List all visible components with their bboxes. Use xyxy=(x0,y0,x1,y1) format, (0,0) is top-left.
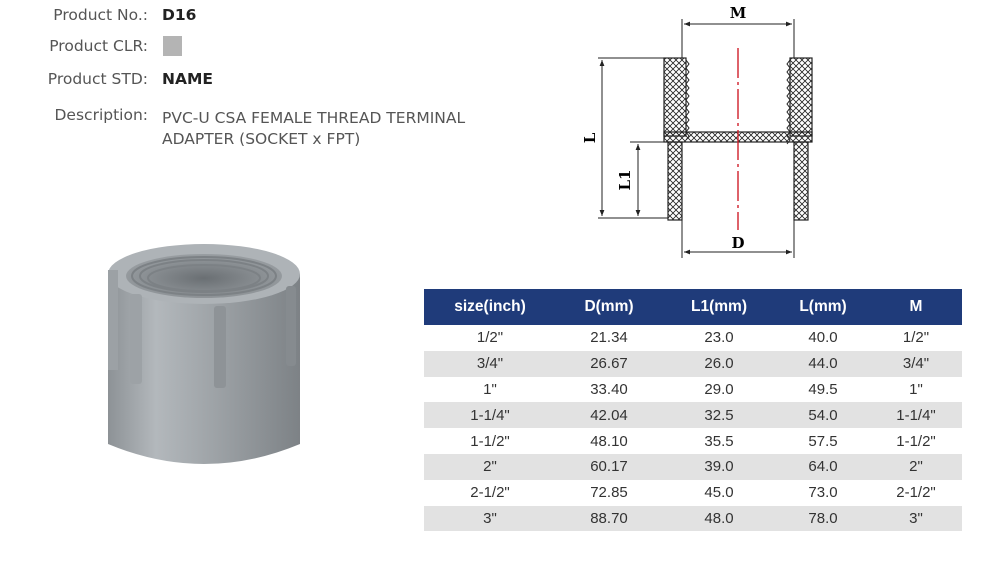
header-d: D(mm) xyxy=(556,289,662,325)
table-row xyxy=(424,506,962,532)
table-row xyxy=(424,325,962,351)
cell-d: 88.70 xyxy=(556,506,662,532)
cell-size: 1-1/2" xyxy=(424,428,556,454)
table-header-row xyxy=(424,289,962,325)
cell-size: 1-1/4" xyxy=(424,402,556,428)
wall-right-lower xyxy=(794,142,808,220)
product-std-value: NAME xyxy=(162,70,213,88)
cell-l1: 48.0 xyxy=(662,506,776,532)
cell-m: 1-1/2" xyxy=(870,428,962,454)
table-row xyxy=(424,377,962,403)
table-row xyxy=(424,428,962,454)
cell-size: 3/4" xyxy=(424,351,556,377)
cell-d: 21.34 xyxy=(556,325,662,351)
cell-m: 3" xyxy=(870,506,962,532)
wall-right-upper xyxy=(790,58,812,136)
cell-l1: 23.0 xyxy=(662,325,776,351)
description-label: Description: xyxy=(54,106,148,124)
header-m: M xyxy=(870,289,962,325)
cell-size: 2" xyxy=(424,454,556,480)
product-color-label: Product CLR: xyxy=(49,37,148,55)
cell-l: 78.0 xyxy=(776,506,870,532)
header-l: L(mm) xyxy=(776,289,870,325)
cell-d: 33.40 xyxy=(556,377,662,403)
cell-m: 1" xyxy=(870,377,962,403)
cell-l: 49.5 xyxy=(776,377,870,403)
cell-l1: 29.0 xyxy=(662,377,776,403)
cell-d: 48.10 xyxy=(556,428,662,454)
table-row xyxy=(424,402,962,428)
product-std-label: Product STD: xyxy=(47,70,148,88)
product-color-swatch xyxy=(163,36,182,56)
cell-size: 1/2" xyxy=(424,325,556,351)
header-size: size(inch) xyxy=(424,289,556,325)
cell-m: 1/2" xyxy=(870,325,962,351)
cell-l: 44.0 xyxy=(776,351,870,377)
cell-m: 2-1/2" xyxy=(870,480,962,506)
product-number-value: D16 xyxy=(162,6,197,24)
cell-l: 57.5 xyxy=(776,428,870,454)
cell-l: 54.0 xyxy=(776,402,870,428)
cell-size: 2-1/2" xyxy=(424,480,556,506)
cell-d: 60.17 xyxy=(556,454,662,480)
wall-left-upper xyxy=(664,58,686,136)
cell-l: 40.0 xyxy=(776,325,870,351)
cell-size: 1" xyxy=(424,377,556,403)
dim-label-m: M xyxy=(729,4,747,22)
cell-l1: 32.5 xyxy=(662,402,776,428)
cell-size: 3" xyxy=(424,506,556,532)
cell-d: 72.85 xyxy=(556,480,662,506)
dim-label-l1: L1 xyxy=(616,169,634,191)
table-row xyxy=(424,454,962,480)
cell-m: 2" xyxy=(870,454,962,480)
cell-d: 42.04 xyxy=(556,402,662,428)
cell-l1: 45.0 xyxy=(662,480,776,506)
product-image xyxy=(100,234,310,474)
cell-l1: 39.0 xyxy=(662,454,776,480)
cell-l1: 35.5 xyxy=(662,428,776,454)
description-text xyxy=(162,108,542,150)
cell-l: 73.0 xyxy=(776,480,870,506)
product-number-label: Product No.: xyxy=(53,6,148,24)
technical-drawing xyxy=(580,0,820,262)
dim-label-d: D xyxy=(731,234,745,252)
header-l1: L1(mm) xyxy=(662,289,776,325)
dim-label-l: L xyxy=(581,132,599,144)
table-row xyxy=(424,480,962,506)
spec-table xyxy=(424,289,962,531)
wall-left-lower xyxy=(668,142,682,220)
cell-m: 3/4" xyxy=(870,351,962,377)
description-line-1: PVC-U CSA FEMALE THREAD TERMINAL xyxy=(162,109,466,127)
cell-m: 1-1/4" xyxy=(870,402,962,428)
description-line-2: ADAPTER (SOCKET x FPT) xyxy=(162,130,361,148)
table-row xyxy=(424,351,962,377)
cell-d: 26.67 xyxy=(556,351,662,377)
cell-l1: 26.0 xyxy=(662,351,776,377)
cell-l: 64.0 xyxy=(776,454,870,480)
